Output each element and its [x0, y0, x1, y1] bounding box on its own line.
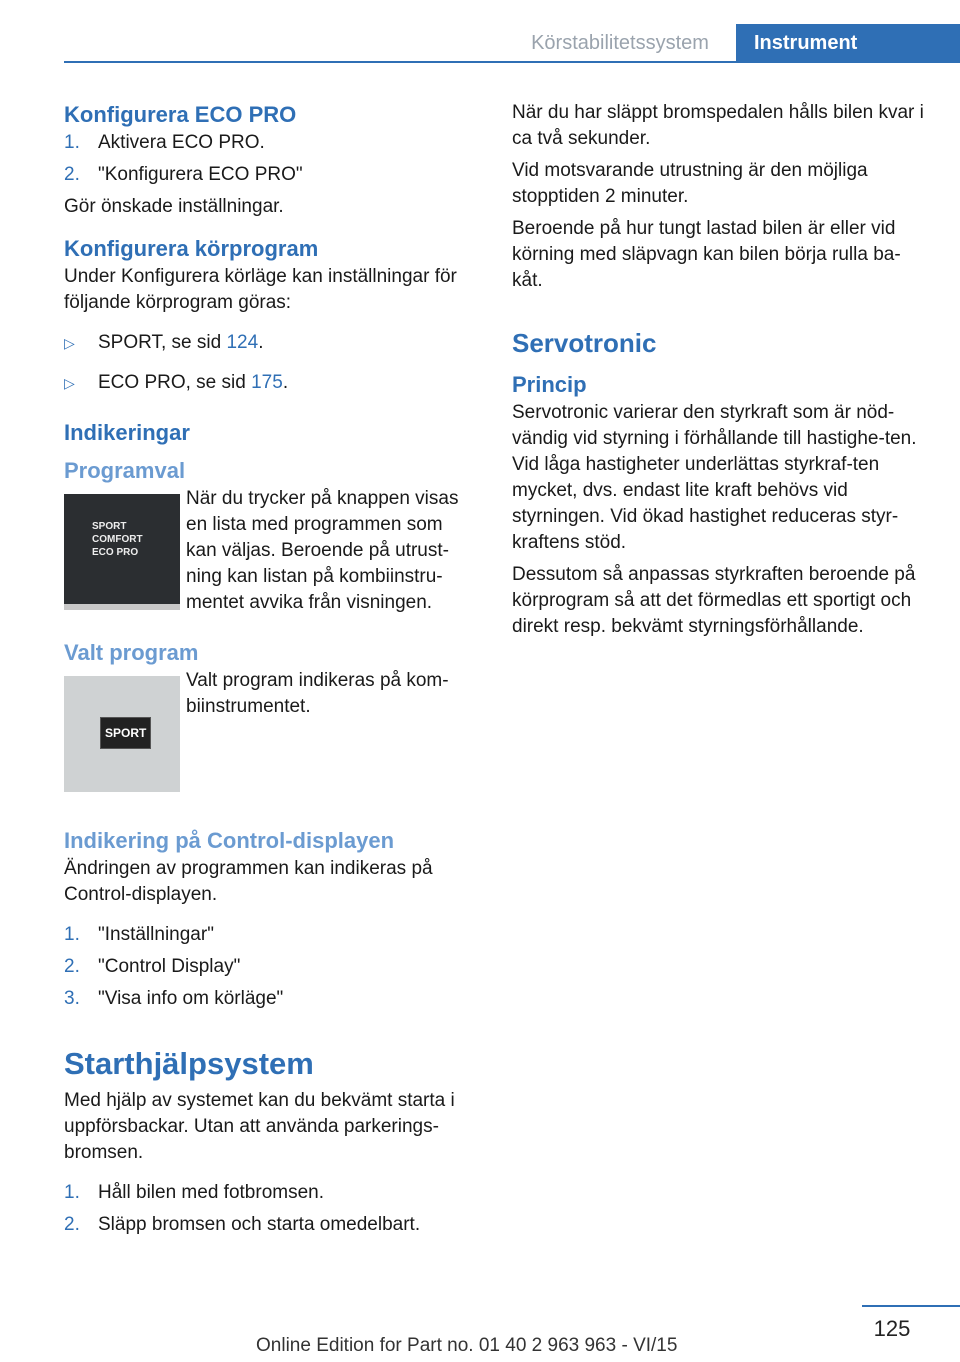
page-header: [0, 0, 960, 62]
step-text: Aktivera ECO PRO.: [98, 132, 265, 153]
selected-program-image: [64, 676, 180, 792]
right-column: [512, 100, 928, 646]
step-text: "Inställningar": [98, 924, 214, 945]
start-heading: Starthjälpsystem: [64, 1046, 314, 1081]
list-item: [64, 162, 478, 188]
cd-heading: Indikering på Control-displayen: [64, 828, 395, 853]
list-item: [64, 1212, 478, 1238]
list-item: [64, 922, 478, 948]
footer-rule: [862, 1305, 960, 1307]
right-paragraph: Servotronic varierar den styrkraft som är nöd‐vändig vid styrning i förhållande till hastighe‐ten. Vid låga hastigheter underlättas styrkraf‐ten mycket, dvs. endast lite kraft behövs vid styrningen. Vid ökad hastighet reduceras styr‐kraftens stöd.: [512, 402, 917, 553]
triangle-bullet-icon: ▷: [64, 375, 75, 391]
edition-text: Online Edition for Part no. 01 40 2 963 963 - VI/15: [256, 1335, 678, 1356]
step-number: 1.: [64, 1182, 80, 1203]
right-paragraph: Beroende på hur tungt lastad bilen är eller vid körning med släpvagn kan bilen börja rulla ba‐kåt.: [512, 218, 901, 291]
list-item: [64, 330, 478, 356]
page-link[interactable]: 124: [226, 332, 259, 353]
servo-heading: Servotronic: [512, 328, 657, 358]
cd-text: Ändringen av programmen kan indikeras på Control-displayen.: [64, 858, 433, 905]
list-item: [64, 130, 478, 156]
prog-list: [64, 330, 478, 396]
prog-heading: Konfigurera körprogram: [64, 236, 319, 261]
list-item: [64, 986, 478, 1012]
step-text: "Visa info om körläge": [98, 988, 284, 1009]
chapter-tab[interactable]: Instrument: [736, 24, 960, 62]
step-number: 1.: [64, 132, 80, 153]
step-text: Håll bilen med fotbromsen.: [98, 1182, 324, 1203]
program-menu-image: [64, 494, 180, 610]
right-paragraph: Dessutom så anpassas styrkraften beroende på körprogram så att det förmedlas ett sportigt och direkt resp. bekvämt styrningsförhållande.: [512, 564, 916, 637]
start-text: Med hjälp av systemet kan du bekvämt starta i uppförsbackar. Utan att använda parkerings‐bromsen.: [64, 1090, 455, 1163]
step-number: 3.: [64, 988, 80, 1009]
cd-steps: [64, 922, 478, 1012]
list-item: [64, 954, 478, 980]
progval-figure-row: [64, 486, 478, 616]
item-end: .: [282, 372, 289, 393]
menu-item: ECO PRO: [92, 547, 139, 558]
step-text: Släpp bromsen och starta omedelbart.: [98, 1214, 421, 1235]
list-item: [64, 370, 478, 396]
menu-item: SPORT: [92, 521, 127, 532]
section-tab[interactable]: Körstabilitetssystem: [531, 32, 709, 54]
item-text: ECO PRO, se sid: [98, 372, 252, 393]
item-text: SPORT, se sid: [98, 332, 227, 353]
page-number: 125: [873, 1316, 911, 1341]
valt-text: Valt program indikeras på kom‐biinstrumentet.: [186, 670, 449, 717]
step-number: 1.: [64, 924, 80, 945]
right-paragraph: Vid motsvarande utrustning är den möjliga stopptiden 2 minuter.: [512, 160, 868, 207]
step-number: 2.: [64, 1214, 80, 1235]
eco-after-text: Gör önskade inställningar.: [64, 196, 284, 217]
step-text: "Control Display": [98, 956, 241, 977]
step-number: 2.: [64, 164, 80, 185]
eco-steps: [64, 130, 478, 188]
prog-text: Under Konfigurera körläge kan inställningar för följande körprogram göras:: [64, 266, 457, 313]
item-end: .: [258, 332, 264, 353]
princip-heading: Princip: [512, 372, 587, 397]
start-steps: [64, 1180, 478, 1238]
header-rule: [64, 61, 960, 63]
menu-item: COMFORT: [92, 534, 143, 545]
valt-figure-row: [64, 668, 478, 786]
triangle-bullet-icon: ▷: [64, 335, 75, 351]
page-link[interactable]: 175: [251, 372, 283, 393]
step-text: "Konfigurera ECO PRO": [98, 164, 303, 185]
valt-heading: Valt program: [64, 640, 199, 665]
program-menu-list: [92, 520, 143, 559]
progval-text: När du trycker på knappen visas en lista med programmen som kan väljas. Beroende på utrust‐ning kan listan på kombiinstru‐mentet avvika från visningen.: [186, 488, 459, 613]
left-column: [64, 100, 478, 1244]
ind-heading: Indikeringar: [64, 420, 190, 445]
progval-heading: Programval: [64, 458, 186, 483]
right-paragraph: När du har släppt bromspedalen hålls bilen kvar i ca två sekunder.: [512, 102, 924, 149]
sport-badge: SPORT: [100, 717, 151, 749]
eco-heading: Konfigurera ECO PRO: [64, 102, 297, 127]
step-number: 2.: [64, 956, 80, 977]
list-item: [64, 1180, 478, 1206]
